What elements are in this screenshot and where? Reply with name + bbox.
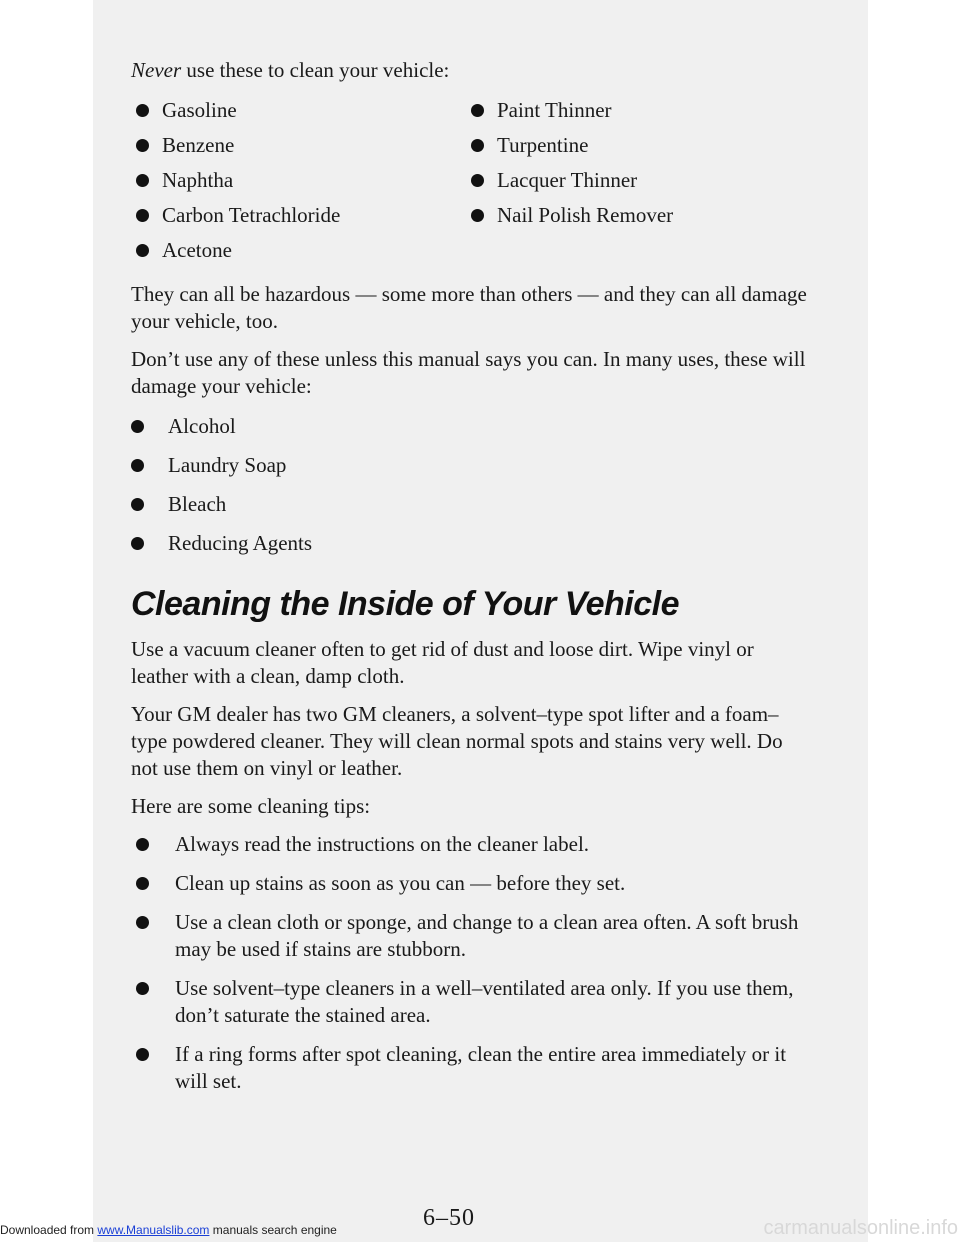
bullet-icon	[131, 420, 144, 433]
footer-prefix: Downloaded from	[0, 1223, 98, 1237]
list-item	[136, 132, 471, 167]
list-item	[136, 831, 811, 858]
bullet-icon	[471, 209, 484, 222]
list-item-label: Always read the instructions on the cleaner label.	[175, 832, 590, 856]
bullet-icon	[131, 537, 144, 550]
dealer-cleaners-paragraph: Your GM dealer has two GM cleaners, a solvent–type spot lifter and a foam–type powdered cleaner. They will clean normal spots and stains very well. Do not use them on vinyl or leather.	[131, 702, 783, 780]
list-item	[136, 237, 471, 272]
list-item	[136, 202, 471, 237]
list-item-label: Benzene	[162, 133, 235, 157]
list-item-label: Gasoline	[162, 98, 237, 122]
list-item	[136, 97, 471, 132]
cleaning-tips-list	[131, 831, 811, 1095]
list-item-label: Naphtha	[162, 168, 234, 192]
bullet-icon	[136, 104, 149, 117]
list-item-label: Bleach	[168, 492, 227, 516]
bullet-icon	[471, 139, 484, 152]
list-item-label: Paint Thinner	[497, 98, 612, 122]
list-item	[131, 530, 811, 569]
bullet-icon	[131, 459, 144, 472]
list-item	[471, 97, 801, 132]
list-item-label: Use a clean cloth or sponge, and change to a clean area often. A soft brush may be used if stains are stubborn.	[175, 910, 799, 961]
list-item-label: Laundry Soap	[168, 453, 287, 477]
list-item	[471, 167, 801, 202]
list-item	[136, 909, 811, 963]
list-item-label: Turpentine	[497, 133, 589, 157]
watermark: carmanualsonline.info	[763, 1217, 958, 1239]
intro-rest: use these to clean your vehicle:	[181, 58, 450, 82]
footer-suffix: manuals search engine	[209, 1223, 337, 1237]
damage-list	[131, 413, 811, 569]
list-item-label: Reducing Agents	[168, 531, 313, 555]
list-item	[471, 132, 801, 167]
bullet-icon	[136, 139, 149, 152]
manualslib-link[interactable]: www.Manualslib.com	[97, 1223, 210, 1237]
bullet-icon	[136, 244, 149, 257]
bullet-icon	[136, 982, 149, 995]
page-number: 6–50	[423, 1205, 475, 1231]
list-item-label: If a ring forms after spot cleaning, clean the entire area immediately or it will set.	[175, 1042, 787, 1093]
page-content	[131, 57, 811, 1107]
list-item	[131, 491, 811, 530]
intro-never: Never	[131, 58, 182, 82]
list-item-label: Acetone	[162, 238, 232, 262]
list-item	[136, 870, 811, 897]
list-item-label: Clean up stains as soon as you can — before they set.	[175, 871, 626, 895]
list-item	[131, 452, 811, 491]
manual-page	[93, 0, 868, 1242]
list-item	[136, 1041, 811, 1095]
list-item-label: Carbon Tetrachloride	[162, 203, 341, 227]
bullet-icon	[131, 498, 144, 511]
bullet-icon	[136, 174, 149, 187]
list-item	[131, 413, 811, 452]
hazard-paragraph: They can all be hazardous — some more than others — and they can all damage your vehicle, too.	[131, 282, 807, 333]
intro-line	[131, 57, 811, 84]
bullet-icon	[136, 209, 149, 222]
never-use-list-right	[471, 97, 801, 272]
list-item	[136, 167, 471, 202]
list-item-label: Alcohol	[168, 414, 236, 438]
list-item-label: Nail Polish Remover	[497, 203, 674, 227]
bullet-icon	[136, 838, 149, 851]
download-footer	[0, 1222, 340, 1238]
bullet-icon	[471, 174, 484, 187]
list-item-label: Lacquer Thinner	[497, 168, 638, 192]
never-use-list-left	[131, 97, 471, 272]
list-item	[471, 202, 801, 237]
list-item-label: Use solvent–type cleaners in a well–ventilated area only. If you use them, don’t saturate the stained area.	[175, 976, 794, 1027]
section-heading: Cleaning the Inside of Your Vehicle	[131, 585, 680, 623]
vacuum-paragraph: Use a vacuum cleaner often to get rid of dust and loose dirt. Wipe vinyl or leather with a clean, damp cloth.	[131, 637, 754, 688]
never-use-list	[131, 97, 811, 272]
bullet-icon	[136, 1048, 149, 1061]
dont-use-paragraph: Don’t use any of these unless this manual says you can. In many uses, these will damage your vehicle:	[131, 347, 806, 398]
tips-intro: Here are some cleaning tips:	[131, 794, 371, 818]
bullet-icon	[136, 916, 149, 929]
bullet-icon	[136, 877, 149, 890]
list-item	[136, 975, 811, 1029]
bullet-icon	[471, 104, 484, 117]
